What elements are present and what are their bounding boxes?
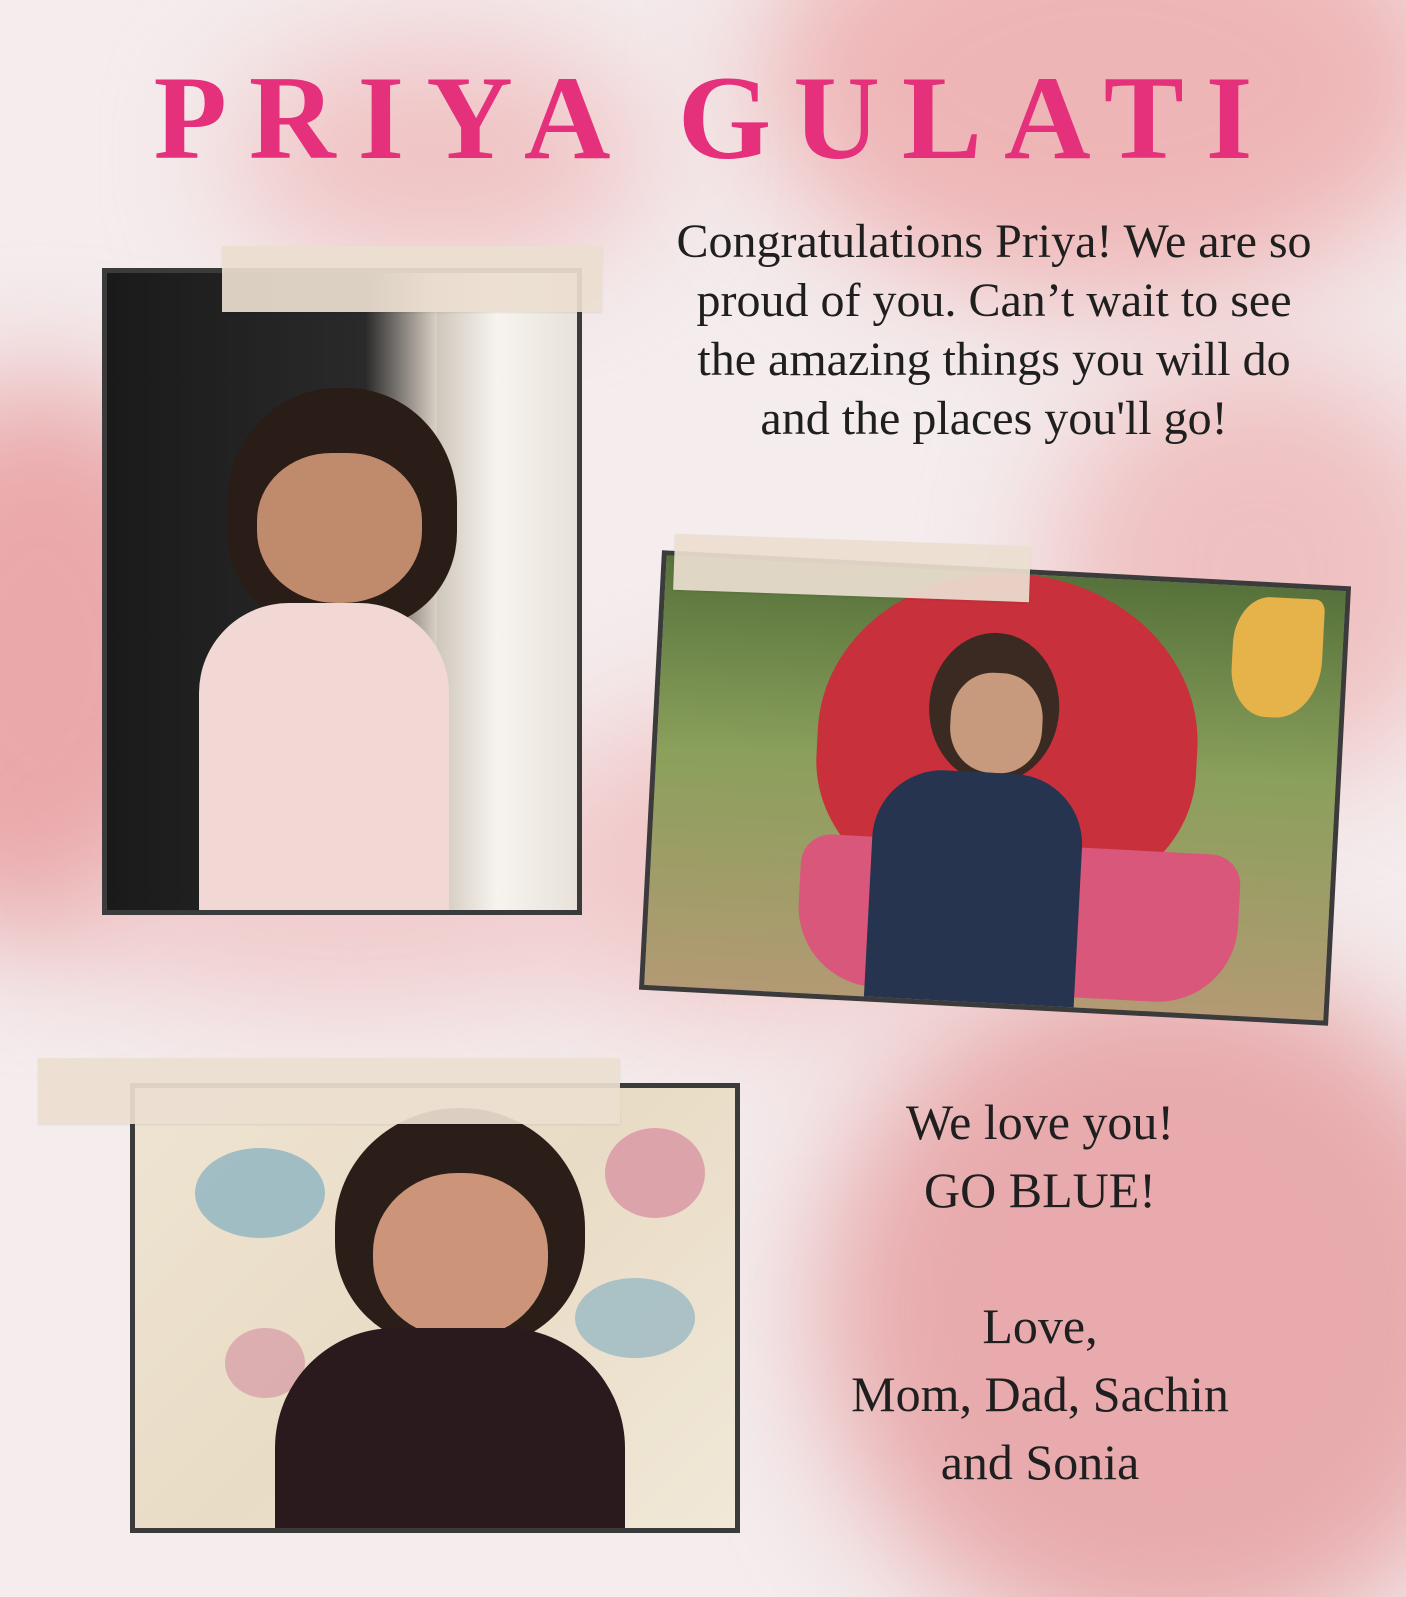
photo-floral-pattern [605,1128,705,1218]
closing-line: We love you! [905,1094,1175,1150]
photo-door [437,273,582,915]
photo-mural-detail [1229,595,1325,720]
closing-spacer [760,1224,1320,1292]
photo-face [373,1173,548,1338]
photo-child-mural [639,550,1351,1026]
photo-dress [275,1328,625,1533]
closing-line: Love, [982,1298,1098,1354]
photo-face [257,453,422,603]
closing-line: GO BLUE! [924,1162,1156,1218]
tape-strip [38,1058,620,1124]
photo-floral-pattern [195,1148,325,1238]
congratulations-message: Congratulations Priya! We are so proud of you. Can’t wait to see the amazing things you will do and the places you'll go! [676,215,1312,445]
photo-toddler-doorway [102,268,582,915]
photo-sweatshirt [863,767,1085,1018]
page-title: PRIYA GULATI [153,51,1275,184]
photo-floral-pattern [575,1278,695,1358]
closing-message [760,1088,1320,1496]
photo-sweater [199,603,449,915]
closing-line: and Sonia [940,1434,1140,1490]
closing-line: Mom, Dad, Sachin [851,1366,1229,1422]
photo-smiling-baby [130,1083,740,1533]
tape-strip [222,246,602,312]
